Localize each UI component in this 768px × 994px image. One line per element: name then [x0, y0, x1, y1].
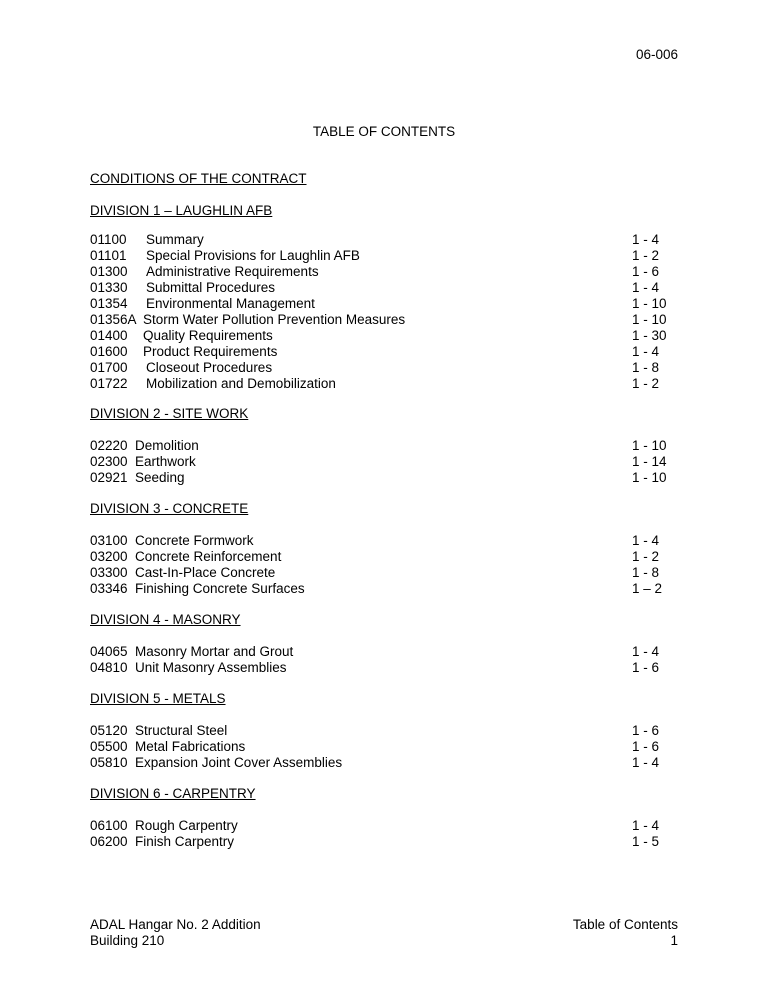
section-title: Structural Steel	[135, 723, 228, 738]
toc-entry	[90, 470, 680, 486]
toc-entry	[90, 549, 680, 565]
page-range: 1 - 6	[632, 264, 660, 279]
division-4-heading: DIVISION 4 - MASONRY	[90, 612, 241, 627]
toc-entry	[90, 818, 680, 834]
toc-entry	[90, 376, 680, 392]
page-range: 1 - 2	[632, 248, 660, 263]
section-title: Submittal Procedures	[146, 280, 276, 295]
section-title: Concrete Formwork	[135, 533, 254, 548]
section-title: Cast-In-Place Concrete	[135, 565, 276, 580]
section-title: Closeout Procedures	[146, 360, 273, 375]
page-range: 1 - 8	[632, 360, 660, 375]
toc-entry	[90, 344, 680, 360]
section-title: Concrete Reinforcement	[135, 549, 282, 564]
toc-entry	[90, 232, 680, 248]
section-title: Quality Requirements	[143, 328, 273, 343]
section-code: 01100	[90, 232, 127, 247]
section-code: 05810	[90, 755, 128, 770]
section-code: 01700	[90, 360, 128, 375]
page-range: 1 - 2	[632, 549, 660, 564]
page-range: 1 – 2	[632, 581, 663, 596]
section-code: 01600	[90, 344, 128, 359]
section-title: Summary	[146, 232, 204, 247]
section-title: Finish Carpentry	[135, 834, 235, 849]
section-title: Rough Carpentry	[135, 818, 238, 833]
section-code: 01400	[90, 328, 128, 343]
section-title: Earthwork	[135, 454, 196, 469]
section-code: 02300	[90, 454, 128, 469]
footer-project-name: ADAL Hangar No. 2 Addition	[90, 917, 261, 932]
toc-entry	[90, 312, 680, 328]
toc-entry	[90, 248, 680, 264]
section-code: 02220	[90, 438, 128, 453]
division-2-heading: DIVISION 2 - SITE WORK	[90, 406, 249, 421]
toc-entry	[90, 264, 680, 280]
section-code: 06100	[90, 818, 128, 833]
section-title: Seeding	[135, 470, 185, 485]
page-range: 1 - 2	[632, 376, 660, 391]
page-range: 1 - 14	[632, 454, 667, 469]
page-range: 1 - 4	[632, 344, 660, 359]
toc-entry	[90, 438, 680, 454]
page-range: 1 - 8	[632, 565, 660, 580]
division-5-heading: DIVISION 5 - METALS	[90, 691, 226, 706]
footer-section-label: Table of Contents	[572, 917, 678, 932]
section-code: 02921	[90, 470, 128, 485]
page-range: 1 - 4	[632, 232, 660, 247]
page-title: TABLE OF CONTENTS	[312, 124, 456, 139]
toc-entry	[90, 280, 680, 296]
section-code: 03300	[90, 565, 128, 580]
toc-entry	[90, 565, 680, 581]
section-title: Expansion Joint Cover Assemblies	[135, 755, 343, 770]
section-title: Metal Fabrications	[135, 739, 246, 754]
toc-entry	[90, 328, 680, 344]
section-title: Masonry Mortar and Grout	[135, 644, 294, 659]
toc-entry	[90, 360, 680, 376]
section-title: Special Provisions for Laughlin AFB	[146, 248, 360, 263]
page-range: 1 - 5	[632, 834, 660, 849]
toc-entry	[90, 834, 680, 850]
section-code: 05500	[90, 739, 128, 754]
section-title: Demolition	[135, 438, 199, 453]
conditions-heading: CONDITIONS OF THE CONTRACT	[90, 171, 307, 186]
division-3-heading: DIVISION 3 - CONCRETE	[90, 501, 249, 516]
page-range: 1 - 4	[632, 818, 660, 833]
section-code: 03200	[90, 549, 128, 564]
section-title: Finishing Concrete Surfaces	[135, 581, 305, 596]
section-code: 03100	[90, 533, 128, 548]
section-title: Unit Masonry Assemblies	[135, 660, 287, 675]
section-title: Administrative Requirements	[146, 264, 319, 279]
page-range: 1 - 10	[632, 296, 667, 311]
toc-entry	[90, 660, 680, 676]
page-range: 1 - 4	[632, 280, 660, 295]
section-code: 01101	[90, 248, 127, 263]
toc-entry	[90, 296, 680, 312]
footer-building: Building 210	[90, 933, 165, 948]
document-number: 06-006	[635, 47, 678, 62]
toc-entry	[90, 454, 680, 470]
section-code: 06200	[90, 834, 128, 849]
section-code: 05120	[90, 723, 128, 738]
section-title: Storm Water Pollution Prevention Measures	[143, 312, 406, 327]
page-range: 1 - 4	[632, 533, 660, 548]
toc-entry	[90, 533, 680, 549]
division-6-heading: DIVISION 6 - CARPENTRY	[90, 786, 256, 801]
section-code: 03346	[90, 581, 128, 596]
section-code: 01354	[90, 296, 128, 311]
page-range: 1 - 4	[632, 755, 660, 770]
section-code: 01330	[90, 280, 128, 295]
section-code: 04810	[90, 660, 128, 675]
footer-page-number: 1	[670, 933, 678, 948]
page-range: 1 - 10	[632, 312, 667, 327]
page-range: 1 - 4	[632, 644, 660, 659]
section-title: Environmental Management	[146, 296, 315, 311]
section-code: 01356A	[90, 312, 137, 327]
section-code: 01300	[90, 264, 128, 279]
page-range: 1 - 10	[632, 470, 667, 485]
toc-entry	[90, 644, 680, 660]
toc-entry	[90, 581, 680, 597]
page-range: 1 - 6	[632, 723, 660, 738]
division-1-heading: DIVISION 1 – LAUGHLIN AFB	[90, 203, 273, 218]
page-range: 1 - 10	[632, 438, 667, 453]
page-range: 1 - 6	[632, 660, 660, 675]
section-code: 01722	[90, 376, 128, 391]
section-title: Product Requirements	[143, 344, 278, 359]
page-range: 1 - 30	[632, 328, 667, 343]
toc-entry	[90, 723, 680, 739]
section-code: 04065	[90, 644, 128, 659]
toc-entry	[90, 755, 680, 771]
section-title: Mobilization and Demobilization	[146, 376, 336, 391]
page-range: 1 - 6	[632, 739, 660, 754]
toc-entry	[90, 739, 680, 755]
